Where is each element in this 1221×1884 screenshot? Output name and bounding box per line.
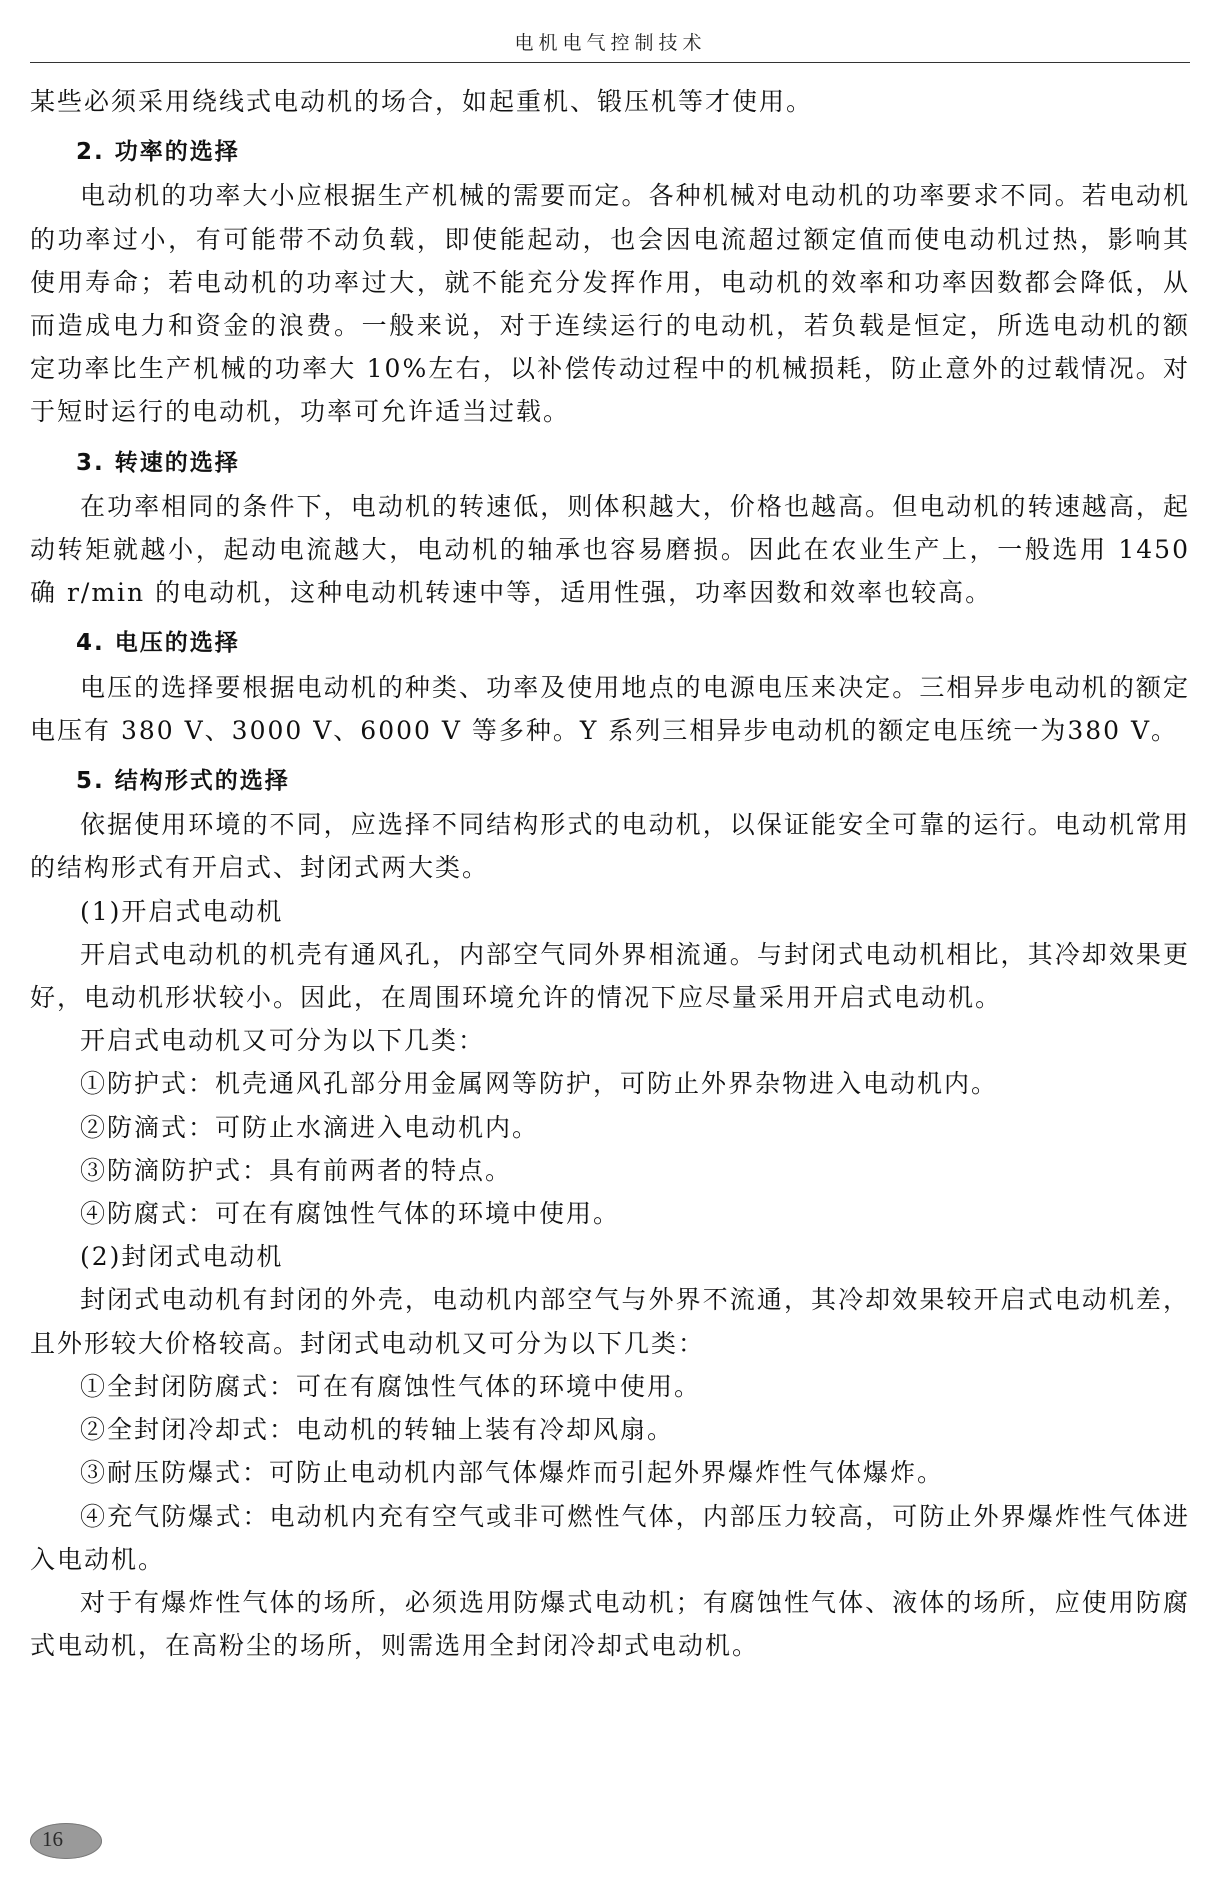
subheading-closed-motor: (2)封闭式电动机 bbox=[80, 1242, 284, 1272]
list-item: ②全封闭冷却式：电动机的转轴上装有冷却风扇。 bbox=[80, 1415, 675, 1445]
closing-paragraph: 对于有爆炸性气体的场所，必须选用防爆式电动机；有腐蚀性气体、液体的场所，应使用防腐式电动机，在高粉尘的场所，则需选用全封闭冷却式电动机。 bbox=[30, 1587, 1190, 1661]
subheading-open-motor: (1)开启式电动机 bbox=[80, 896, 284, 926]
paragraph-structure: 依据使用环境的不同，应选择不同结构形式的电动机，以保证能安全可靠的运行。电动机常用的结构形式有开启式、封闭式两大类。 bbox=[30, 810, 1190, 883]
page-number-badge bbox=[30, 1823, 102, 1859]
paragraph-voltage: 电压的选择要根据电动机的种类、功率及使用地点的电源电压来决定。三相异步电动机的额定电压有 380 V、3000 V、6000 V 等多种。Y 系列三相异步电动机的额定电压统一为380 V。 bbox=[30, 672, 1190, 745]
list-item: ①全封闭防腐式：可在有腐蚀性气体的环境中使用。 bbox=[80, 1371, 702, 1401]
paragraph-closed-motor: 封闭式电动机有封闭的外壳，电动机内部空气与外界不流通，其冷却效果较开启式电动机差，且外形较大价格较高。封闭式电动机又可分为以下几类： bbox=[30, 1285, 1190, 1358]
paragraph-power: 电动机的功率大小应根据生产机械的需要而定。各种机械对电动机的功率要求不同。若电动机的功率过小，有可能带不动负载，即使能起动，也会因电流超过额定值而使电动机过热，影响其使用寿命；若电动机的功率过大，就不能充分发挥作用，电动机的效率和功率因数都会降低，从而造成电力和资金的浪费。一般来说，对于连续运行的电动机，若负载是恒定，所选电动机的额定功率比生产机械的功率大 10%左右，以补偿传动过程中的机械损耗，防止意外的过载情况。对于短时运行的电动机，功率可允许适当过载。 bbox=[30, 181, 1190, 427]
section-heading-speed: 3. 转速的选择 bbox=[76, 449, 240, 476]
open-motor-intro: 开启式电动机又可分为以下几类： bbox=[80, 1026, 486, 1056]
list-item: ③防滴防护式：具有前两者的特点。 bbox=[80, 1155, 513, 1185]
paragraph-speed: 在功率相同的条件下，电动机的转速低，则体积越大，价格也越高。但电动机的转速越高，起动转矩就越小，起动电流越大，电动机的轴承也容易磨损。因此在农业生产上，一般选用 1450 确 r/min 的电动机，这种电动机转速中等，适用性强，功率因数和效率也较高。 bbox=[30, 491, 1190, 608]
section-heading-structure: 5. 结构形式的选择 bbox=[76, 768, 290, 795]
running-head: 电机电气控制技术 bbox=[514, 32, 707, 54]
continued-paragraph: 某些必须采用绕线式电动机的场合，如起重机、锻压机等才使用。 bbox=[30, 87, 814, 116]
header-rule bbox=[30, 62, 1190, 63]
paragraph-open-motor: 开启式电动机的机壳有通风孔，内部空气同外界相流通。与封闭式电动机相比，其冷却效果更好，电动机形状较小。因此，在周围环境允许的情况下应尽量采用开启式电动机。 bbox=[30, 939, 1190, 1013]
list-item: ①防护式：机壳通风孔部分用金属网等防护，可防止外界杂物进入电动机内。 bbox=[80, 1069, 999, 1099]
list-item: ④充气防爆式：电动机内充有空气或非可燃性气体，内部压力较高，可防止外界爆炸性气体进入电动机。 bbox=[30, 1501, 1190, 1574]
list-item: ②防滴式：可防止水滴进入电动机内。 bbox=[80, 1112, 540, 1142]
list-item: ④防腐式：可在有腐蚀性气体的环境中使用。 bbox=[80, 1199, 621, 1229]
section-heading-voltage: 4. 电压的选择 bbox=[76, 630, 240, 657]
page-body bbox=[30, 80, 1190, 1667]
list-item: ③耐压防爆式：可防止电动机内部气体爆炸而引起外界爆炸性气体爆炸。 bbox=[80, 1458, 945, 1488]
page-number: 16 bbox=[42, 1827, 63, 1851]
section-heading-power: 2. 功率的选择 bbox=[76, 139, 240, 166]
